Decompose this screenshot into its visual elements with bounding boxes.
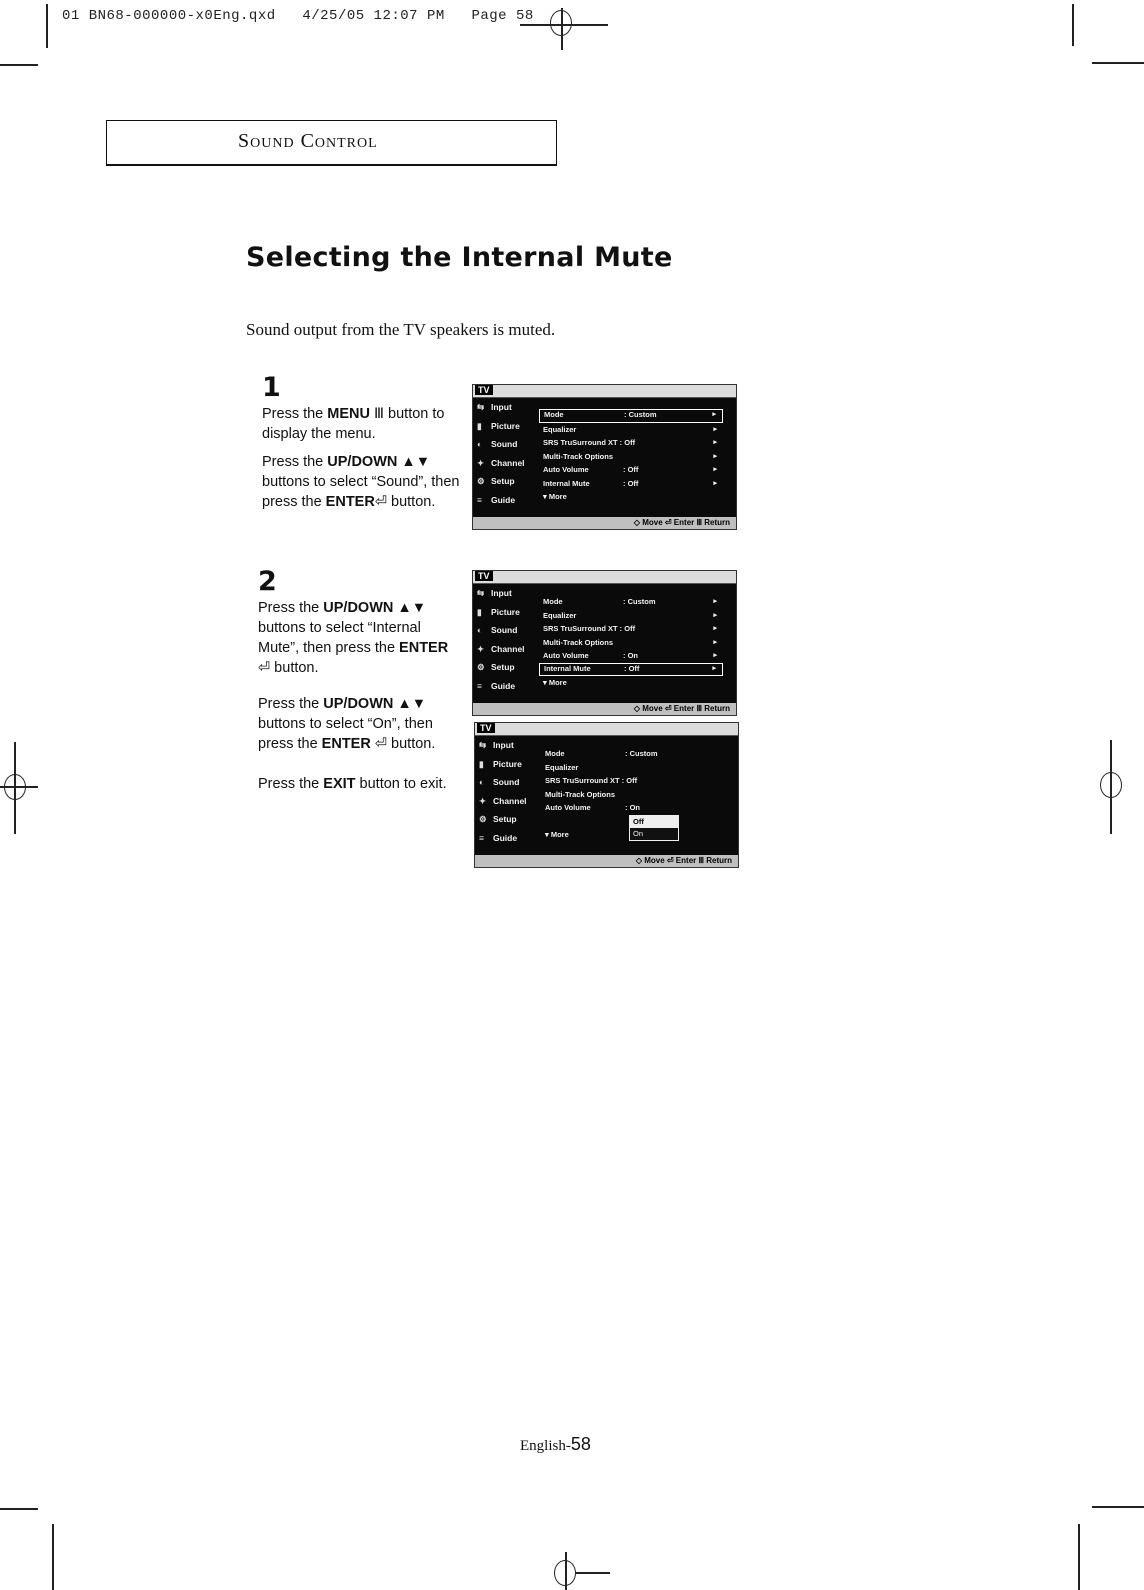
chevron-right-icon: ▸ [713, 611, 717, 619]
osd-sidebar-setup: ⚙ Setup [473, 472, 535, 491]
osd-menu-row [539, 676, 723, 690]
osd-menu-row [541, 774, 725, 788]
osd-row-label: ▾ More [543, 492, 567, 501]
osd-row-value: : Custom [623, 597, 656, 606]
chevron-right-icon: ▸ [713, 439, 717, 446]
osd-sidebar-input: ⇆ Input [475, 736, 537, 755]
osd-menu-row [539, 409, 723, 423]
osd-row-label: SRS TruSurround XT : Off [543, 624, 636, 633]
osd-menu-list [539, 595, 723, 690]
registration-mark-icon [1100, 772, 1122, 798]
osd-row-value: : Custom [625, 749, 658, 758]
osd-title: TV [475, 571, 493, 581]
osd-row-label: Auto Volume [543, 465, 589, 474]
chevron-right-icon: ▸ [713, 425, 717, 433]
osd-menu-row [541, 801, 725, 815]
registration-line [565, 1552, 567, 1590]
step-instruction: Press the UP/DOWN ▲▼ buttons to select “Sound”, then press the ENTER⏎ button. [262, 454, 460, 510]
osd-row-label: Internal Mute [544, 663, 591, 673]
osd-sidebar-channel: ✦ Channel [475, 792, 537, 811]
osd-row-label: SRS TruSurround XT : Off [543, 438, 636, 447]
osd-row-label: Auto Volume [545, 803, 591, 812]
osd-menu-row [539, 490, 723, 504]
osd-title-bar [473, 385, 736, 398]
page-title: Selecting the Internal Mute [246, 242, 673, 273]
osd-row-label: Mode [545, 749, 565, 758]
setup-icon: ⚙ [477, 476, 485, 486]
osd-sidebar-sound: ◐ Sound [473, 435, 535, 454]
crop-mark [1078, 1524, 1080, 1590]
osd-bottom-bar: ◇ Move ⏎ Enter Ⅲ Return [473, 703, 736, 715]
osd-menu-row [539, 609, 723, 623]
print-header: 01 BN68-000000-x0Eng.qxd 4/25/05 12:07 PM Page 58 [62, 8, 534, 24]
osd-sidebar-picture: ▮ Picture [475, 755, 537, 774]
osd-option-popup [629, 815, 679, 841]
channel-icon: ✦ [477, 643, 485, 654]
osd-row-label: SRS TruSurround XT : Off [545, 776, 638, 785]
osd-row-label: Mode [543, 597, 563, 606]
osd-sidebar-setup: ⚙ Setup [473, 658, 535, 677]
osd-row-label: Auto Volume [543, 651, 589, 660]
osd-row-label: Equalizer [543, 424, 577, 434]
chevron-right-icon: ▸ [712, 411, 716, 418]
crop-mark [46, 4, 48, 48]
osd-sidebar-input: ⇆ Input [473, 584, 535, 603]
chevron-right-icon: ▸ [713, 479, 717, 487]
osd-sidebar-guide: ≡ Guide [473, 491, 535, 510]
channel-icon: ✦ [477, 457, 485, 468]
osd-row-value: : On [623, 651, 638, 660]
osd-screenshot-internal-mute-selected [472, 570, 737, 716]
osd-row-value: : Off [623, 465, 639, 474]
crop-mark [0, 1508, 38, 1510]
step-instruction: Press the UP/DOWN ▲▼ buttons to select “Internal Mute”, then press the ENTER ⏎ button. [258, 600, 449, 676]
crop-mark [1092, 62, 1144, 64]
osd-sidebar [473, 584, 535, 695]
chevron-right-icon: ▸ [713, 638, 717, 646]
osd-sidebar [475, 736, 537, 847]
input-icon: ⇆ [477, 402, 485, 412]
osd-menu-row [539, 463, 723, 477]
step-number: 1 [262, 372, 281, 403]
osd-option-off: Off [630, 816, 678, 828]
osd-menu-list [539, 409, 723, 504]
osd-row-label: ▾ More [543, 678, 567, 687]
picture-icon: ▮ [477, 606, 482, 617]
sound-icon: ◐ [479, 777, 485, 787]
osd-menu-row [541, 788, 725, 802]
page-number: 58 [570, 1434, 591, 1454]
osd-screenshot-sound-menu [472, 384, 737, 530]
menu-button-icon: Ⅲ [374, 406, 385, 422]
setup-icon: ⚙ [477, 662, 485, 672]
osd-row-value: : Off [624, 663, 640, 673]
osd-row-value: : Off [623, 478, 639, 488]
osd-sidebar-guide: ≡ Guide [475, 829, 537, 848]
osd-menu-row [539, 595, 723, 609]
enter-button-icon: ⏎ [374, 494, 387, 510]
osd-menu-row [541, 761, 725, 775]
chevron-right-icon: ▸ [713, 466, 717, 473]
osd-sidebar-sound: ◐ Sound [475, 773, 537, 792]
osd-menu-row [539, 450, 723, 464]
osd-sidebar-guide: ≡ Guide [473, 677, 535, 696]
step-instruction: Press the EXIT button to exit. [258, 776, 447, 792]
osd-menu-row [539, 477, 723, 491]
osd-sidebar-channel: ✦ Channel [473, 454, 535, 473]
enter-button-icon: ⏎ [370, 736, 388, 752]
osd-row-label: ▾ More [545, 830, 569, 839]
osd-row-label: Equalizer [545, 762, 579, 772]
sound-icon: ◐ [477, 625, 483, 635]
guide-icon: ≡ [479, 832, 484, 843]
osd-row-label: Multi-Track Options [545, 789, 616, 799]
osd-title: TV [475, 385, 493, 395]
registration-mark-icon [4, 774, 26, 800]
osd-title-bar [475, 723, 738, 736]
crop-mark [1072, 4, 1074, 46]
section-title: Sound Control [238, 130, 378, 152]
guide-icon: ≡ [477, 680, 482, 691]
guide-icon: ≡ [477, 494, 482, 505]
osd-menu-row [539, 663, 723, 677]
step-number: 2 [258, 566, 277, 597]
input-icon: ⇆ [479, 740, 487, 750]
chevron-right-icon: ▸ [712, 664, 716, 672]
osd-row-label: Multi-Track Options [543, 451, 614, 461]
crop-mark [52, 1524, 54, 1590]
osd-row-label: Multi-Track Options [543, 637, 614, 647]
osd-sidebar-picture: ▮ Picture [473, 417, 535, 436]
step-instruction: Press the UP/DOWN ▲▼ buttons to select “On”, then press the ENTER ⏎ button. [258, 696, 436, 752]
osd-row-value: : Custom [624, 410, 657, 419]
crop-mark [0, 64, 38, 66]
setup-icon: ⚙ [479, 814, 487, 824]
osd-menu-row [541, 747, 725, 761]
osd-menu-row [539, 649, 723, 663]
chevron-right-icon: ▸ [713, 598, 717, 605]
chevron-right-icon: ▸ [713, 452, 717, 460]
osd-row-label: Internal Mute [543, 478, 590, 488]
osd-menu-row [539, 423, 723, 437]
osd-menu-row [539, 436, 723, 450]
sound-icon: ◐ [477, 439, 483, 449]
osd-sidebar-channel: ✦ Channel [473, 640, 535, 659]
chevron-right-icon: ▸ [713, 625, 717, 632]
registration-line [561, 8, 563, 50]
footer-label: English- [520, 1438, 571, 1454]
picture-icon: ▮ [479, 758, 484, 769]
osd-title: TV [477, 723, 495, 733]
osd-row-value: : On [625, 803, 640, 812]
osd-row-label: Equalizer [543, 610, 577, 620]
crop-mark [1092, 1506, 1144, 1508]
osd-screenshot-internal-mute-options [474, 722, 739, 868]
osd-sidebar-sound: ◐ Sound [473, 621, 535, 640]
registration-line [576, 1572, 610, 1574]
input-icon: ⇆ [477, 588, 485, 598]
channel-icon: ✦ [479, 795, 487, 806]
step-2-text [258, 598, 464, 794]
osd-bottom-bar: ◇ Move ⏎ Enter Ⅲ Return [475, 855, 738, 867]
picture-icon: ▮ [477, 420, 482, 431]
osd-row-label: Mode [544, 410, 564, 419]
osd-sidebar [473, 398, 535, 509]
page-footer [520, 1434, 591, 1455]
osd-sidebar-picture: ▮ Picture [473, 603, 535, 622]
step-1-text [262, 404, 472, 512]
osd-sidebar-setup: ⚙ Setup [475, 810, 537, 829]
osd-option-on: On [633, 829, 644, 838]
osd-menu-row [539, 622, 723, 636]
osd-menu-row [539, 636, 723, 650]
osd-sidebar-input: ⇆ Input [473, 398, 535, 417]
intro-text: Sound output from the TV speakers is muted. [246, 320, 556, 339]
chevron-right-icon: ▸ [713, 652, 717, 659]
step-instruction: Press the MENU Ⅲ button to display the menu. [262, 406, 445, 442]
osd-bottom-bar: ◇ Move ⏎ Enter Ⅲ Return [473, 517, 736, 529]
osd-title-bar [473, 571, 736, 584]
enter-button-icon: ⏎ [258, 660, 271, 676]
